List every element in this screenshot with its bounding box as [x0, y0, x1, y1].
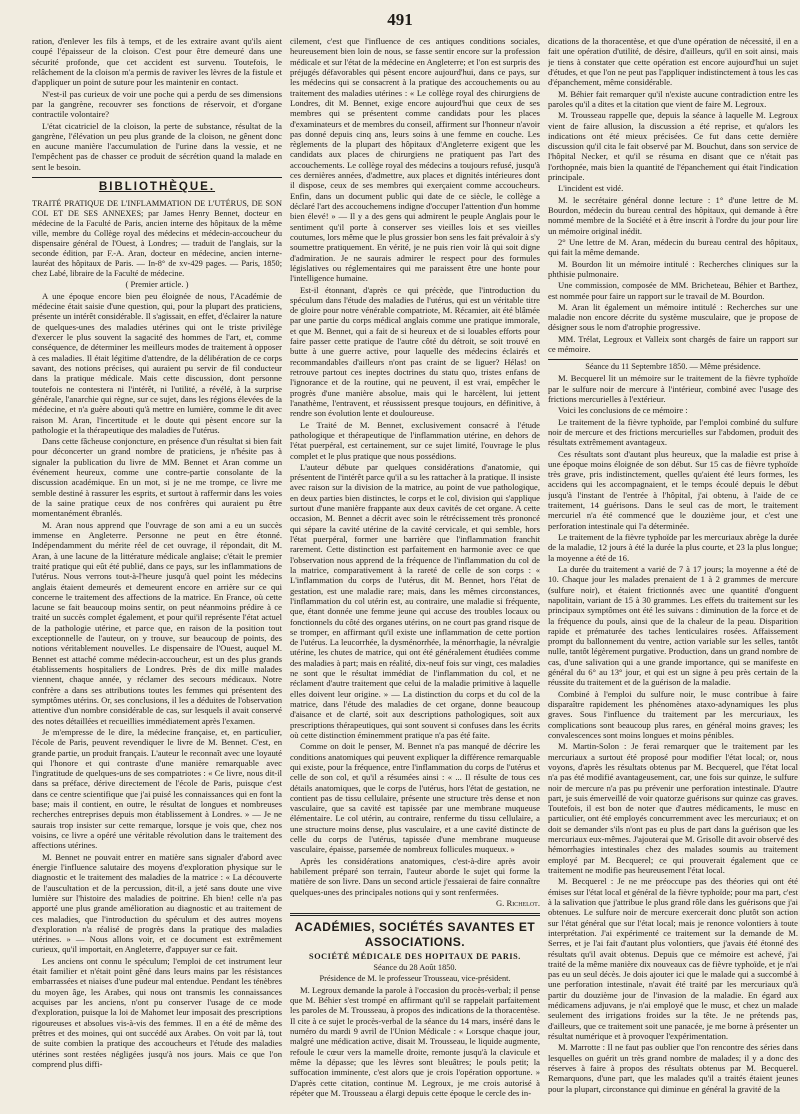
paragraph: cilement, c'est que l'influence de ces antiques conditions sociales, heureusement bien loin de nous, se fasse sentir encore sur la profession médicale et sur l'état de la médecine en Angleterre; et l'on est surpris des préjugés défavorables qui pèsent encore aujourd'hui, dans ce pays, sur les médecins qui se consacrent à la pratique des accouchements ou au traitement des maladies utérines : « Le collège royal des chirurgiens de Londres, dit M. Bennet, exige encore aujourd'hui que ceux de ses membres qui se présentent comme candidats pour les places d'examinateurs et de membres du conseil, affirment sur l'honneur n'avoir pas donné depuis cinq ans, leurs soins à une femme en couche. Les règlements de la plupart des hôpitaux d'Angleterre exigent que les candidats aux places de chirurgiens ne pratiquent pas l'art des accouchements. Le collège royal des médecins a toujours refusé, jusqu'à ces dernières années, d'admettre, aux places et dignités intérieures dont il dispose, ceux de ses membres qui exerçaient comme accoucheurs. Enfin, dans un document public qui date de ce siècle, le collège a déclaré l'art des accouchemens indigne d'occuper l'attention d'un homme bien élevé! » — Il y a des gens qui admirent le peuple Anglais pour le sentiment qu'il porte à conserver ses vieilles lois et ses vieilles coutumes, lors même que le plus grossier bon sens les fait prévaloir à s'y soumettre pratiquement. En vérité, je ne puis rien voir là qui soit digne d'admiration. Je ne saurais admirer le respect pour des formules législatives ou réglementaires qui me paraissent être une honte pour l'intelligence humaine.: [290, 36, 540, 284]
section-title-academies: ACADÉMIES, SOCIÉTÉS SAVANTES ET ASSOCIATIONS.: [294, 920, 536, 949]
paragraph: M. Martin-Solon : Je ferai remarquer que le traitement par les mercuriaux a surtout été proposé pour modifier l'état local; or, nous voyons, d'après les résultats obtenus par M. Becquerel, que l'état local n'a pas été modifié avantageusement, car, une fois sur quinze, le sulfure noir de mercure n'a pas pu prévenir une perforation intestinale. D'autre part, je suis émerveillé de voir quatorze guérisons sur quinze cas graves. Toutefois, il est bon de noter que d'autres médicaments, le musc en particulier, ont été employés concurremment avec les mercuriaux; et on doit se demander s'ils n'ont pas eu plus de part dans la guérison que les mercuriaux eux-mêmes. J'ajouterai que M. Grisolle dit avoir observé des hémorrhagies intestinales chez des malades soumis au traitement employé par M. Becquerel; ce qui prouverait également que ce traitement ne modifie pas heureusement l'état local.: [548, 741, 798, 876]
paragraph: M. Becquerel : Je ne me préoccupe pas des théories qui ont été émises sur l'état local et général de la fièvre typhoïde; pour ma part, c'est à la salivation que j'attribue le plus grand rôle dans les guérisons que j'ai obtenues. Le sulfure noir de mercure exercerait donc plutôt son action sur l'état général que sur l'état local; mais je renonce volontiers à toute interprétation. J'ai expérimenté ce traitement sur la demande de M. Serres, et je l'ai fait d'autant plus volontiers, que j'avais été étonné des résultats qu'il avait obtenus. Depuis que ce mémoire est achevé, j'ai traité de la même manière dix nouveaux cas de fièvre typhoïde, et je n'ai pas eu un seul décès. Je dois ajouter ici que le malade qui a succombé à une perforation intestinale, n'avait été traité par les mercuriaux qu'à partir du douzième jour de l'invasion de la maladie. En égard aux médicamens adjuvans, je n'ai employé que le musc, et chez un malade seulement des irrigations froides sur la tête. Je ne prétends pas, d'ailleurs, que ce traitement soit une panacée, je me borne à présenter un résultat numérique et à provoquer l'expérimentation.: [548, 876, 798, 1042]
paragraph: M. Aran lit également un mémoire intitulé : Recherches sur une maladie non encore décrite du système musculaire, que je propose de désigner sous le nom d'atrophie progressive.: [548, 301, 798, 333]
column-middle: [290, 36, 540, 1098]
paragraph: M. Becquerel lit un mémoire sur le traitement de la fièvre typhoïde par le sulfure noir de mercure à l'intérieur, combiné avec l'usage des frictions mercurielles à l'extérieur.: [548, 373, 798, 404]
paragraph: A une époque encore bien peu éloignée de nous, l'Académie de médecine était saisie d'une question, qui, pour la plupart des praticiens, présente un intérêt considérable. Il s'agissait, en effet, d'éclairer la nature de quelques-unes des maladies utérines qui ont le triste privilège d'exercer le plus souvent la sagacité des hommes de l'art, et, comme conséquence, de déterminer les meilleurs modes de traitement à opposer à ces maladies. Il était légitime d'attendre, de la délibération de ce corps savant, des notions précises, qui auraient pu servir de fil conducteur dans la pratique médicale. Mais cette discussion, dont personne toutefois ne contestera ni l'intérêt, ni l'utilité, a révélé, à la surprise générale, l'anarchie qui règne, sur ce sujet, dans les régions élevées de la médecine, et n'a guère abouti qu'à mettre en lumière, comme le dit avec raison M. Aran, l'incertitude et le doute qui pèsent encore sur la pathologie et la thérapeutique des maladies de l'utérus.: [32, 290, 282, 435]
paragraph: M. le secrétaire général donne lecture : 1° d'une lettre de M. Bourdon, médecin du bureau central des hôpitaux, qui demande à être nommé membre de la Société et à être inscrit à l'ordre du jour pour lire un mémoire original inédit.: [548, 194, 798, 236]
section-divider: [32, 177, 282, 178]
section-title-bibliotheque: BIBLIOTHÈQUE.: [98, 181, 216, 194]
paragraph: M. Bennet ne pouvait entrer en matière sans signaler d'abord avec énergie l'influence salutaire des moyens d'exploration physique sur le diagnostic et le traitement des maladies de la matrice : « La découverte de l'auscultation et de la percussion, dit-il, a jeté sans doute une vive lumière sur l'histoire des maladies de poitrine. Eh bien! celle n'a pas apporté une plus grande amélioration au diagnostic et au traitement de ces maladies, que l'introduction du spéculum et des autres moyens d'exploration n'a réalisé de progrès dans la pratique des maladies utérines. » — Nous allons voir, et ce document est extrêmement curieux, qu'il importait, en Angleterre, d'appuyer sur ce fait.: [32, 851, 282, 955]
section-divider: [290, 913, 540, 916]
paragraph: Le traitement de la fièvre typhoïde par les mercuriaux abrège la durée de la maladie, 12 jours à été la durée la plus courte, et 23 la plus longue; la moyenne a été de 16.: [548, 532, 798, 563]
paragraph: MM. Trélat, Legroux et Valleix sont chargés de faire un rapport sur ce mémoire.: [548, 333, 798, 355]
presidence-line: Présidence de M. le professeur Trousseau, vice-président.: [319, 973, 511, 983]
column-left: [32, 36, 282, 1098]
column-right: [548, 36, 798, 1098]
paragraph: Après les considérations anatomiques, c'est-à-dire après avoir habilement préparé son terrain, l'auteur aborde le sujet qui forme la matière de son livre. Dans un second article j'essaierai de faire connaître quelques-unes des principales notions qui y sont renfermées.: [290, 855, 540, 897]
author-signature: G. Richelot.: [495, 897, 540, 908]
paragraph: M. Aran nous apprend que l'ouvrage de son ami a eu un succès immense en Angleterre. Personne ne peut en être étonné. Indépendamment du mérite réel de cet ouvrage, il répondait, dit M. Aran, à une lacune de la littérature médicale anglaise; c'était le premier traité pratique qui eût été publié, dans ce pays, sur les inflammations de l'utérus. Nous verrons tout-à-l'heure jusqu'à quel point les médecins anglais étaient demeurés et demeurent encore en arrière sur ce qui concerne le traitement des affections de la matrice. En France, où cette lacune se fait beaucoup moins sentir, on peut néanmoins prédire à ce traité un succès complet également, et pour qui'il représente l'état actuel de la pathologie utérine, et parce que, en raison de la position tout exceptionnelle de l'auteur, on y trouve, sur beaucoup de points, des notions véritablement nouvelles. Le dispensaire de l'Ouest, auquel M. Bennet est attaché comme médecin-accoucheur, est un des plus grands établissements hospitaliers de Londres. Près de dix mille malades viennent, chaque année, y réclamer des secours médicaux. Notre confrère a dans ses attributions toutes les femmes qui présentent des symptômes utérins. Or, ses conclusions, il les a déduites de l'observation attentive d'un nombre considérable de cas, sur lesquels il avait conservé des notes détaillées et recueillies immédiatement après l'examen.: [32, 519, 282, 726]
article-tag: ( Premier article. ): [125, 279, 189, 290]
paragraph: Est-il étonnant, d'après ce qui précède, que l'introduction du spéculum dans l'étude des maladies de l'utérus, qui est un véritable titre de gloire pour notre vénérable compatriote, M. Récamier, ait été blâmée par une partie du corps médical anglais comme une pratique immorale, et que M. Bennet, qui a fait de si heureux et de si louables efforts pour faire passer cette pratique de l'autre côté du détroit, se soit trouvé en butte à une guerre active, pour laquelle des médecins éclairés et recommandables d'ailleurs n'ont pas craint de se liguer? Hélas! on retrouve partout ces ineptes doctrines du statu quo, tristes enfans de l'ignorance et de la routine, qui ne peuvent, il est vrai, empêcher le progrès d'une manière absolue, mais qui le harcèlent, lui jettent l'anathème, l'entravent, et réussissent presque toujours, en définitive, à rendre son évolution lente et douloureuse.: [290, 284, 540, 419]
paragraph: ration, d'enlever les fils à temps, et de les extraire avant qu'ils aient coupé l'épaisseur de la cloison. C'est pour être demeuré dans une sécurité profonde, que cet accident est survenu. Toutefois, le relâchement de la cloison m'a permis de raviver les lèvres de la fistule et d'appliquer un point de suture pour les maintenir en contact.: [32, 36, 282, 88]
paragraph: La durée du traitement a varié de 7 à 17 jours; la moyenne a été de 10. Chaque jour les malades prenaient de 1 à 2 grammes de mercure (sulfure noir), et étaient frictionnés avec une quantité d'onguent napolitain, variant de 15 à 30 grammes. Les effets du traitement sur les principaux symptômes ont été les suivans : diminution de la force et de la fréquence du pouls, ainsi que de la chaleur de la peau. Disparition rapide et prématurée des taches lenticulaires rosées. Affaissement prompt du ballonnement du ventre, action variable sur les selles, tantôt nulle, tantôt légèrement purgative. Production, dans un grand nombre de cas, d'une salivation qui a une grande importance, qui se manifeste en général du 6° au 13° jour, et qui est un signe à peu près certain de la réussite du traitement et de la guérison de la maladie.: [548, 563, 798, 688]
paragraph: M. Bourdon lit un mémoire intitulé : Recherches cliniques sur la phthisie pulmonaire.: [548, 258, 798, 279]
paragraph: 2° Une lettre de M. Aran, médecin du bureau central des hôpitaux, qui fait la même demande.: [548, 236, 798, 258]
paragraph: Le traitement de la fièvre typhoïde, par l'emploi combiné du sulfure noir de mercure et des frictions mercurielles sur l'abdomen, produit des résultats extrêmement avantageux.: [548, 416, 798, 448]
paragraph: Une commission, composée de MM. Bricheteau, Béhier et Barthez, est nommée pour faire un rapport sur le travail de M. Bourdon.: [548, 280, 798, 301]
paragraph: Dans cette fâcheuse conjoncture, en présence d'un résultat si bien fait pour déconcerter un grand nombre de praticiens, je n'hésite pas à signaler la publication du livre de MM. Bennet et Aran comme un événement heureux, comme une contre-partie consolante de la discussion académique. En un mot, si je ne me trompe, ce livre me semble destiné à rassurer les esprits, et surtout à raffermir dans les voies de la saine pratique ceux de nos confrères qui auraient pu être momentanément ébranlés.: [32, 436, 282, 519]
paragraph: M. Béhier fait remarquer qu'il n'existe aucune contradiction entre les paroles qu'il a dites et la citation que vient de faire M. Legroux.: [548, 88, 798, 109]
page-number: 491: [387, 10, 413, 29]
seance-date: Séance du 28 Août 1850.: [373, 962, 457, 972]
paragraph: M. Marrotte : Il ne faut pas oublier que l'on rencontre des séries dans lesquelles on guérit un très grand nombre de malades; il y a donc des réserves à faire à propos des résultats obtenus par M. Becquerel. Remarquons, d'une part, que les malades qu'il a traités étaient jeunes pour la plupart, circonstance qui diminue en général la gravité de la: [548, 1042, 798, 1094]
paragraph: N'est-il pas curieux de voir une poche qui a perdu de ses dimensions par la gangrène, recouvrer ses fonctions de réservoir, et d'organe contractile volontaire?: [32, 88, 282, 120]
seance-date: Séance du 11 Septembre 1850. — Même présidence.: [585, 362, 761, 372]
paragraph: M. Trousseau rappelle que, depuis la séance à laquelle M. Legroux vient de faire allusion, la discussion a été reprise, et qu'alors les indications ont été mieux précisées. Ce fut dans cette dernière discussion qu'il cita le fait observé par M. Bouchut, dans son service de l'hôpital Necker, et qu'il se résuma en disant que ce n'était pas l'orthopnée, mais bien la quantité de l'épanchement qui était l'indication principale.: [548, 110, 798, 183]
section-divider: [548, 359, 798, 360]
paragraph: Comme on doit le penser, M. Bennet n'a pas manqué de décrire les conditions anatomiques qui peuvent expliquer la différence remarquable qui existe, pour la fréquence, entre l'inflammation du corps de l'utérus et celle de son col, et qu'il a résumées ainsi : « ... Il résulte de tous ces détails anatomiques, que le corps de l'utérus, hors l'état de gestation, ne contient pas de tissu cellulaire, présente une structure très dense et non vasculaire, que sa cavité est tapissée par une membrane muqueuse élémentaire. Le col utérin, au contraire, renferme du tissu cellulaire, a une structure moins dense, plus vasculaire, et a une cavité distincte de celle du corps de l'utérus, tapissée d'une membrane muqueuse vasculaire, épaisse, parsemée de nombreux follicules muqueux. »: [290, 741, 540, 855]
paragraph: Ces résultats sont d'autant plus heureux, que la maladie est prise à une époque moins éloignée de son début. Sur 15 cas de fièvre typhoïde très grave, pris indistinctement, quelles qu'aient été leurs formes, les accidens qui les accompagnaient, et le temps écoulé depuis le début jusqu'à l'instant de l'entrée à l'hôpital, j'ai obtenu, à l'aide de ce traitement, 14 guérisons. Dans le seul cas de mort, le traitement mercuriel n'a été commencé que le douzième jour, et c'est une perforation intestinale qui l'a déterminée.: [548, 448, 798, 531]
paragraph: Voici les conclusions de ce mémoire :: [558, 405, 688, 416]
paragraph: L'auteur débute par quelques considérations d'anatomie, qui présentent de l'intérêt parce qu'il a su les rattacher à la pratique. Il insiste avec raison sur la division de la matrice, au point de vue pathologique, en deux parties bien distinctes, le corps et le col, division qui s'applique surtout d'une manière frappante aux deux cavités de cet organe. A cette occasion, M. Bennet a décrit avec soin le rétrécissement très prononcé qui sépare la cavité utérine de la cavité cervicale, et qui semble, hors l'état puerpéral, former une barrière que l'inflammation franchit rarement. Cette distinction est parfaitement en harmonie avec ce que l'observation nous apprend de la fréquence de l'inflammation du col de la matrice, comparativement à la rareté de celle de son corps : « L'inflammation du corps de l'utérus, dit M. Bennet, hors l'état de gestation, est une maladie rare; mais, dans les mêmes circonstances, l'inflammation du col utérin est, au contraire, une maladie si fréquente, que, étant donnée une femme jeune qui accuse des troubles locaux ou fonctionnels du côté des organes utérins, on ne court pas grand risque de se tromper, en affirmant qu'il existe une inflammation de cette portion de l'utérus. La leucorrhée, la dysménorrhée, la ménorrhagie, la névralgie utérine, les chutes de matrice, qui ont été généralement étudiées comme des maladies à part; mais en réalité, dix-neuf fois sur vingt, ces maladies ne sont que le résultat immédiat de l'inflammation du col, et ne réclament d'autre traitement que celui de la maladie primitive à laquelle elles doivent leur origine. » — La distinction du corps et du col de la matrice, dans l'étude des maladies de cet organe, donne beaucoup d'aisance et de clarté, soit aux descriptions pathologiques, soit aux prescriptions thérapeutiques, qui sont souvent si confuses dans les écrits où cette distinction éminemment pratique n'a pas été faite.: [290, 461, 540, 740]
paragraph: dications de la thoracentèse, et que d'une opération de nécessité, il en a fait une opération d'utilité, de désire, d'ailleurs, qu'il en soit ainsi, mais je tiens à constater que cette opération est encore aujourd'hui un sujet d'études, et que l'on ne peut pas l'appliquer indistinctement à tous les cas d'épanchement, même considérable.: [548, 36, 798, 88]
book-heading: TRAITÉ PRATIQUE DE L'INFLAMMATION DE L'UTÉRUS, DE SON COL ET DE SES ANNEXES; par James Henry Bennet, docteur en médecine de la Faculté de Paris, ancien interne des hôpitaux de la même ville, membre du Collège royal des médecins et médecin-accoucheur du dispensaire général de l'Ouest, à Londres; — traduit de l'anglais, sur la seconde édition, par F.-A. Aran, docteur en médecine, ancien interne-lauréat des hôpitaux de Paris. — In-8° de xv-429 pages. — Paris, 1850; chez Labé, libraire de la Faculté de médecine.: [32, 198, 282, 278]
paragraph: Les anciens ont connu le spéculum; l'emploi de cet instrument leur était familier et n'était point gêné dans leurs mains par les résistances embarrassées et niaises d'une pudeur mal entendue. Pendant les ténèbres du moyen âge, les Arabes, qui nous ont transmis les connaissances acquises par les anciens, n'ont pu conserver l'usage de ce mode d'exploration, puisque la loi de Mahomet leur imposait des prescriptions rigoureuses et absolues vis-à-vis des femmes. Il en a été de même des prêtres et des moines, qui ont succédé aux Arabes. On voit par là, tout de suite combien la pratique des accoucheurs et l'étude des maladies utérines sont restées négligées jusqu'à nos jours. Mais ce que l'on comprend plus diffi-: [32, 955, 282, 1069]
paragraph: M. Legroux demande la parole à l'occasion du procès-verbal; il pense que M. Béhier s'est trompé en affirmant qu'il se rappelait parfaitement les paroles de M. Trousseau, à propos des indications de la thoracentèse. Il cite à ce sujet le procès-verbal de la séance du 14 mars, inséré dans le numéro du mardi 9 avril de l'Union Médicale : « Lorsque chaque jour, malgré une médication active, disait M. Trousseau, le liquide augmente, refoule le cœur vers la mamelle droite, remonte jusqu'à la clavicule et même la dépasse; que les lèvres sont bleuâtres; le pouls petit; la suffocation imminente, c'est alors que je crois l'opération opportune. » D'après cette citation, continue M. Legroux, je me crois autorisé à répéter que M. Trousseau a élargi depuis cette époque le cercle des in-: [290, 984, 540, 1098]
paragraph: L'état cicatriciel de la cloison, la perte de substance, résultat de la gangrène, l'élévation un peu plus grande de la cloison, ne gênent donc en aucune manière l'accumulation de l'urine dans la vessie, et ne l'empêchent pas de chasser ce produit de sécrétion quand la malade en sent le besoin.: [32, 120, 282, 172]
paragraph: Je m'empresse de le dire, la médecine française, et, en particulier, l'école de Paris, peuvent revendiquer le livre de M. Bennet. C'est, en grande partie, un produit français. L'auteur le reconnaît avec une loyauté qui l'honore et qui contraste d'une manière remarquable avec l'ingratitude de quelques-uns de ses compatriotes : « Ce livre, nous dit-il dans sa préface, dérive directement de l'école de Paris, puisque c'est dans ce centre scientifique que j'ai puisé les connaissances qui en font la base; mais il contient, en outre, le résultat de longues et nombreuses recherches entreprises depuis mon établissement à Londres. » — Je ne saurais trop insister sur cette remarque, lorsque je vois que, chez nos voisins, ce livre a opéré une véritable révolution dans le traitement des affections utérines.: [32, 726, 282, 851]
society-name: SOCIÉTÉ MÉDICALE DES HOPITAUX DE PARIS.: [309, 952, 521, 962]
paragraph: L'incident est vidé.: [558, 183, 624, 194]
paragraph: Combiné à l'emploi du sulfure noir, le musc contribue à faire disparaître rapidement les phénomènes ataxo-adynamiques les plus graves. Sous l'influence du traitement par les mercuriaux, les complications sont beaucoup plus rares, en général moins graves; les convalescences sont moins longues et moins pénibles.: [548, 688, 798, 740]
paragraph: Le Traité de M. Bennet, exclusivement consacré à l'étude pathologique et thérapeutique de l'inflammation utérine, en dehors de l'état puerpéral, est certainement, sur ce sujet limité, l'ouvrage le plus complet et le plus pratique que nous possédions.: [290, 419, 540, 461]
